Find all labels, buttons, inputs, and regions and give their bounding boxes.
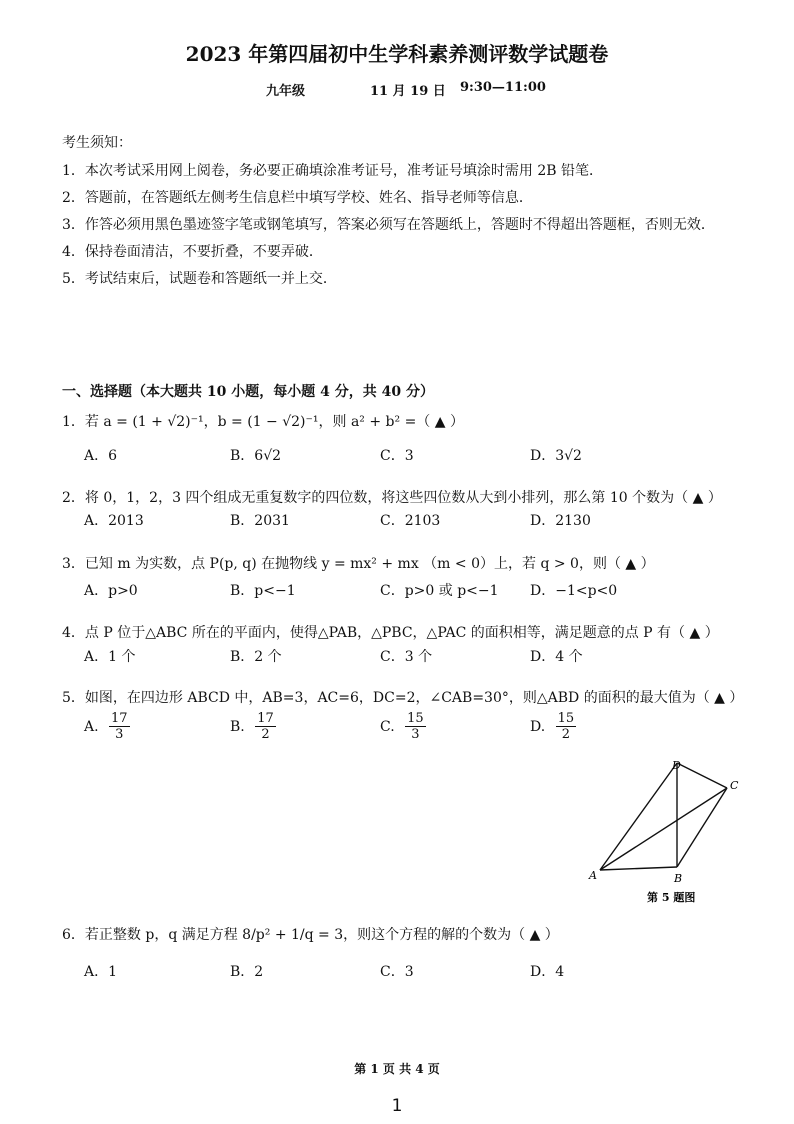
question-5-option-a xyxy=(84,711,130,742)
denominator: 2 xyxy=(261,727,270,742)
question-3-option-b: B．p<−1 xyxy=(230,583,296,599)
segment-dc xyxy=(677,763,727,788)
fraction xyxy=(109,711,130,742)
question-6-stem: 6．若正整数 p，q 满足方程 8/p² + 1/q = 3，则这个方程的解的个数为（ ▲ ） xyxy=(62,927,559,943)
question-1-option-c: C．3 xyxy=(380,448,414,464)
exam-time: 9:30—11:00 xyxy=(460,80,546,95)
option-label: B. xyxy=(230,718,245,735)
question-3-option-d: D．−1<p<0 xyxy=(530,583,618,599)
question-6-option-a: A．1 xyxy=(84,964,118,980)
exam-title: 2023 年第四届初中生学科素养测评数学试题卷 xyxy=(185,42,609,66)
segment-ad xyxy=(600,763,677,870)
question-4-option-a: A．1 个 xyxy=(84,649,136,665)
exam-date: 11 月 19 日 xyxy=(370,84,446,99)
question-1-option-d: D．3√2 xyxy=(530,448,582,464)
fraction xyxy=(255,711,276,742)
fraction xyxy=(556,711,577,742)
question-3-stem: 3．已知 m 为实数，点 P(p, q) 在抛物线 y = mx² + mx （m < 0）上，若 q > 0，则（ ▲ ） xyxy=(62,556,655,572)
question-3-option-a: A．p>0 xyxy=(84,583,138,599)
notice-item: 5．考试结束后，试题卷和答题纸一并上交． xyxy=(62,271,337,287)
numerator: 17 xyxy=(111,711,128,726)
section-heading: 一、选择题（本大题共 10 小题，每小题 4 分，共 40 分） xyxy=(62,384,434,400)
denominator: 3 xyxy=(411,727,420,742)
question-1-stem: 1．若 a = (1 + √2)⁻¹，b = (1 − √2)⁻¹，则 a² + b² =（ ▲ ） xyxy=(62,414,464,430)
fraction xyxy=(405,711,426,742)
question-4-stem: 4．点 P 位于△ABC 所在的平面内，使得△PAB，△PBC，△PAC 的面积相等，满足题意的点 P 有（ ▲ ） xyxy=(62,625,719,641)
notice-heading: 考生须知： xyxy=(62,135,132,151)
notice-item: 2．答题前，在答题纸左侧考生信息栏中填写学校、姓名、指导老师等信息． xyxy=(62,190,533,206)
option-label: A. xyxy=(84,718,99,735)
question-2-stem: 2．将 0，1，2，3 四个组成无重复数字的四位数，将这些四位数从大到小排列，那么第 10 个数为（ ▲ ） xyxy=(62,490,722,506)
question-6-option-c: C．3 xyxy=(380,964,414,980)
notice-item: 4．保持卷面清洁，不要折叠，不要弄破． xyxy=(62,244,323,260)
denominator: 3 xyxy=(115,727,124,742)
numerator: 17 xyxy=(257,711,274,726)
question-6-option-b: B．2 xyxy=(230,964,264,980)
figure-caption: 第 5 题图 xyxy=(647,891,696,904)
question-4-option-c: C．3 个 xyxy=(380,649,433,665)
figure-lines xyxy=(600,763,727,870)
option-label: D. xyxy=(530,718,546,735)
question-5-figure xyxy=(580,755,750,915)
question-5-option-d xyxy=(530,711,576,742)
vertex-label-c: C xyxy=(730,779,739,792)
question-1-option-b: B．6√2 xyxy=(230,448,282,464)
question-4-option-d: D．4 个 xyxy=(530,649,583,665)
notice-item: 3．作答必须用黑色墨迹签字笔或钢笔填写，答案必须写在答题纸上，答题时不得超出答题框，否则无效． xyxy=(62,217,715,233)
question-1-option-a: A．6 xyxy=(84,448,118,464)
vertex-label-a: A xyxy=(589,869,597,882)
notice-item: 1．本次考试采用网上阅卷，务必要正确填涂准考证号，准考证号填涂时需用 2B 铅笔． xyxy=(62,163,604,179)
page-number: 1 xyxy=(391,1096,403,1116)
question-2-option-c: C．2103 xyxy=(380,513,441,529)
question-2-option-b: B．2031 xyxy=(230,513,290,529)
question-3-option-c: C．p>0 或 p<−1 xyxy=(380,583,499,599)
option-label: C. xyxy=(380,718,395,735)
segment-cb xyxy=(677,788,727,867)
question-5-option-b xyxy=(230,711,276,742)
question-5-option-c xyxy=(380,711,426,742)
segment-ab xyxy=(600,867,677,870)
vertex-label-b: B xyxy=(674,872,683,885)
question-2-option-a: A．2013 xyxy=(84,513,144,529)
numerator: 15 xyxy=(407,711,424,726)
page-info: 第 1 页 共 4 页 xyxy=(354,1062,440,1076)
vertex-label-d: D xyxy=(672,759,681,772)
question-4-option-b: B．2 个 xyxy=(230,649,282,665)
question-2-option-d: D．2130 xyxy=(530,513,591,529)
question-5-stem: 5．如图，在四边形 ABCD 中，AB=3，AC=6，DC=2，∠CAB=30°，则△ABD 的面积的最大值为（ ▲ ） xyxy=(62,690,744,706)
denominator: 2 xyxy=(561,727,571,742)
numerator: 15 xyxy=(557,711,575,726)
grade-label: 九年级 xyxy=(266,84,306,99)
segment-ac xyxy=(600,788,727,870)
question-6-option-d: D．4 xyxy=(530,964,565,980)
